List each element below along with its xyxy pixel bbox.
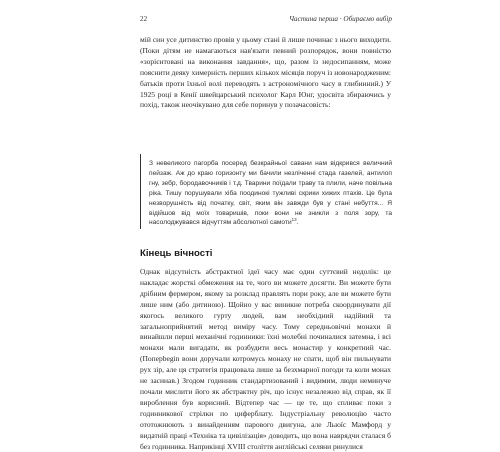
main-paragraph-text: Однак відсутність абстрактної ідеї часу має один суттєвий недолік: це накладає жорсткі обмеження на те, чого ви можете досягти. Ви можете бути дрібним фермером, якому за розклад правлять пори року, але ви можете бути лише ним (або дитиною). Щойно у вас виникне потреба скоординувати дії якогось великого гурту людей, вам необхідний надійний та загальноприйнятий метод виміру часу. Тому середньовічні монахи й винайшли перші механічні годинники: їхні молебні починалися затемна, і всі монахи мали вигадати, як розбудити весь монастир у конкретний час. (Поперbegin вони доручали котромусь монаху не спати, щоб він пильнувати рух зір, але ця стратегія працювала лише за безхмарної погоди та коли монах не засинав.) Згодом годинник стандартизований і видимим, люди неминуче почали мислити його як абстрактну річ, що існує незалежно від справ, як її вироблення був корисний. Відтепер час — це те, що спливає поки з годинникової стрілки по циферблату. Індустріальну революцію часто ототожнюють з винайденням парового двигуна, але Льюїс Мамфорд у видатній праці «Техніка та цивілізація» доводить, що вона наврядчи сталася б без годинника. Наприкінці XVIII століття англійські селяни ринулися bbox=[140, 267, 391, 451]
section-heading: Кінець вічності bbox=[140, 248, 213, 259]
page-header bbox=[140, 15, 392, 27]
quote-body: З невеликого пагорба посеред безкрайньої савани нам відкрився величний пейзаж. Аж до краю горизонту ми бачили незліченні стада газелей, антилоп гну, зебр, бородавочників і т.д. Тварини поїдали траву та плили, наче повільна ріка. Тишу порушували хіба поодинокі тужливі скрики хижих птахів. Це була незворушність від початку, світ, яким він завжди був у стані небуття... Я відійшов від моїх товаришів, поки вони не зникли з поля зору, та насолоджувався відчуттям абсолютної самоти$^{13}$. bbox=[149, 160, 392, 227]
running-title: Частина перша · Обираємо вибір bbox=[289, 15, 392, 23]
intro-paragraph bbox=[140, 35, 391, 111]
block-quote bbox=[140, 154, 392, 229]
footnote-marker: 13 bbox=[291, 217, 297, 223]
page-number: 22 bbox=[140, 15, 148, 23]
intro-paragraph-text: мій син усе дитинство провів у цьому стані й лише починає з нього виходити. (Поки дітям не намагаються нав'язати певний розпорядок, вони повністю «зорієнтовані на виконання завдання», що, разом із недосипанням, може пояснити деяку химерність перших кількох місяців поруч із новонародженим: батьків проти їхньої волі переводять з астрономічного часу в глибинний.) У 1925 році в Кенії швейцарський психолог Карл Юнг, удосвіта збираючись у похід, також неочікувано для себе поринув у позачасовість: bbox=[140, 35, 391, 110]
main-paragraph bbox=[140, 267, 391, 452]
quote-text: З невеликого пагорба посеред безкрайньої савани нам відкрився величний пейзаж. Аж до краю горизонту ми бачили незліченні стада газелей, антилоп гну, зебр, бородавочників і т.д. Тварини поїдали траву та плили, наче повільна ріка. Тишу порушували хіба поодинокі тужливі скрики хижих птахів. Це була незворушність від початку, світ, яким він завжди був у стані небуття... Я відійшов від моїх товаришів, поки вони не зникли з поля зору, та насолоджувався відчуттям абсолютної самоти bbox=[149, 160, 392, 227]
